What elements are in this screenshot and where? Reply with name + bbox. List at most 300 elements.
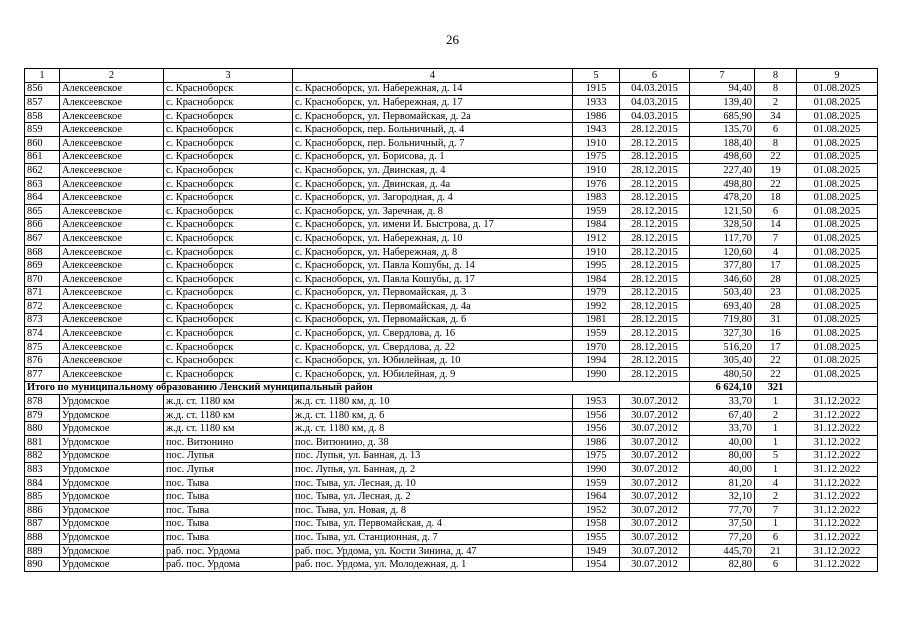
settlement-cell: раб. пос. Урдома [164,544,293,558]
recognition-date-cell: 28.12.2015 [620,204,690,218]
area-cell: 139,40 [690,96,755,110]
residents-cell: 28 [755,300,797,314]
row-number-cell: 887 [25,517,60,531]
area-cell: 33,70 [690,395,755,409]
table-row [25,123,878,137]
address-cell: с. Красноборск, ул. Первомайская, д. 4а [293,300,573,314]
area-cell: 346,60 [690,272,755,286]
year-built-cell: 1979 [573,286,620,300]
table-row [25,191,878,205]
row-number-cell: 880 [25,422,60,436]
row-number-cell: 859 [25,123,60,137]
area-cell: 188,40 [690,136,755,150]
area-cell: 94,40 [690,82,755,96]
planned-date-cell: 01.08.2025 [797,232,878,246]
address-cell: с. Красноборск, ул. Первомайская, д. 3 [293,286,573,300]
table-row [25,272,878,286]
planned-date-cell: 01.08.2025 [797,191,878,205]
year-built-cell: 1949 [573,544,620,558]
row-number-cell: 860 [25,136,60,150]
table-row [25,408,878,422]
settlement-cell: с. Красноборск [164,259,293,273]
address-cell: с. Красноборск, ул. Двинская, д. 4 [293,164,573,178]
year-built-cell: 1910 [573,164,620,178]
planned-date-cell: 01.08.2025 [797,204,878,218]
recognition-date-cell: 28.12.2015 [620,354,690,368]
residents-cell: 17 [755,259,797,273]
year-built-cell: 1959 [573,204,620,218]
recognition-date-cell: 28.12.2015 [620,232,690,246]
year-built-cell: 1986 [573,436,620,450]
row-number-cell: 878 [25,395,60,409]
total-area: 6 624,10 [690,381,755,395]
year-built-cell: 1995 [573,259,620,273]
address-cell: с. Красноборск, ул. Юбилейная, д. 10 [293,354,573,368]
table-row [25,558,878,572]
table-row [25,96,878,110]
row-number-cell: 864 [25,191,60,205]
residents-cell: 22 [755,368,797,382]
recognition-date-cell: 28.12.2015 [620,286,690,300]
residents-cell: 34 [755,109,797,123]
area-cell: 81,20 [690,476,755,490]
planned-date-cell: 31.12.2022 [797,544,878,558]
residents-cell: 17 [755,340,797,354]
residents-cell: 2 [755,490,797,504]
planned-date-cell: 31.12.2022 [797,490,878,504]
recognition-date-cell: 28.12.2015 [620,245,690,259]
year-built-cell: 1964 [573,490,620,504]
address-cell: пос. Тыва, ул. Лесная, д. 2 [293,490,573,504]
residents-cell: 23 [755,286,797,300]
municipality-cell: Алексеевское [60,272,164,286]
address-cell: пос. Витюнино, д. 38 [293,436,573,450]
recognition-date-cell: 30.07.2012 [620,531,690,545]
settlement-cell: с. Красноборск [164,232,293,246]
residents-cell: 7 [755,504,797,518]
year-built-cell: 1953 [573,395,620,409]
address-cell: с. Красноборск, ул. Заречная, д. 8 [293,204,573,218]
recognition-date-cell: 28.12.2015 [620,368,690,382]
recognition-date-cell: 30.07.2012 [620,558,690,572]
residents-cell: 1 [755,436,797,450]
area-cell: 77,70 [690,504,755,518]
table-row [25,504,878,518]
row-number-cell: 866 [25,218,60,232]
area-cell: 480,50 [690,368,755,382]
year-built-cell: 1981 [573,313,620,327]
residents-cell: 4 [755,245,797,259]
table-row [25,82,878,96]
total-residents: 321 [755,381,797,395]
settlement-cell: с. Красноборск [164,177,293,191]
area-cell: 503,40 [690,286,755,300]
planned-date-cell: 01.08.2025 [797,327,878,341]
column-number-row [25,69,878,83]
municipality-cell: Алексеевское [60,327,164,341]
settlement-cell: пос. Тыва [164,476,293,490]
planned-date-cell: 01.08.2025 [797,150,878,164]
municipality-cell: Урдомское [60,490,164,504]
address-cell: с. Красноборск, ул. Борисова, д. 1 [293,150,573,164]
year-built-cell: 1986 [573,109,620,123]
residents-cell: 21 [755,544,797,558]
row-number-cell: 873 [25,313,60,327]
year-built-cell: 1933 [573,96,620,110]
row-number-cell: 889 [25,544,60,558]
settlement-cell: с. Красноборск [164,245,293,259]
row-number-cell: 871 [25,286,60,300]
address-cell: пос. Лупья, ул. Банная, д. 2 [293,463,573,477]
recognition-date-cell: 28.12.2015 [620,136,690,150]
residents-cell: 19 [755,164,797,178]
table-row [25,286,878,300]
planned-date-cell: 31.12.2022 [797,463,878,477]
area-cell: 33,70 [690,422,755,436]
row-number-cell: 881 [25,436,60,450]
row-number-cell: 884 [25,476,60,490]
area-cell: 82,80 [690,558,755,572]
address-cell: пос. Тыва, ул. Станционная, д. 7 [293,531,573,545]
row-number-cell: 869 [25,259,60,273]
recognition-date-cell: 28.12.2015 [620,272,690,286]
recognition-date-cell: 28.12.2015 [620,191,690,205]
table-row [25,300,878,314]
municipality-cell: Урдомское [60,476,164,490]
municipality-cell: Урдомское [60,422,164,436]
address-cell: с. Красноборск, ул. Павла Кошубы, д. 14 [293,259,573,273]
residents-cell: 6 [755,123,797,137]
area-cell: 32,10 [690,490,755,504]
settlement-cell: пос. Лупья [164,449,293,463]
total-row [25,381,878,395]
table-row [25,218,878,232]
settlement-cell: с. Красноборск [164,82,293,96]
year-built-cell: 1910 [573,136,620,150]
row-number-cell: 882 [25,449,60,463]
year-built-cell: 1956 [573,422,620,436]
planned-date-cell: 01.08.2025 [797,259,878,273]
municipality-cell: Алексеевское [60,232,164,246]
area-cell: 120,60 [690,245,755,259]
address-cell: с. Красноборск, ул. Набережная, д. 17 [293,96,573,110]
planned-date-cell: 01.08.2025 [797,354,878,368]
municipality-cell: Алексеевское [60,123,164,137]
settlement-cell: с. Красноборск [164,354,293,368]
municipality-cell: Урдомское [60,544,164,558]
row-number-cell: 890 [25,558,60,572]
table-row [25,340,878,354]
table-row [25,232,878,246]
area-cell: 719,80 [690,313,755,327]
planned-date-cell: 31.12.2022 [797,449,878,463]
area-cell: 117,70 [690,232,755,246]
settlement-cell: с. Красноборск [164,218,293,232]
page-number: 26 [446,32,459,47]
planned-date-cell: 01.08.2025 [797,82,878,96]
settlement-cell: пос. Тыва [164,504,293,518]
address-cell: ж.д. ст. 1180 км, д. 8 [293,422,573,436]
row-number-cell: 870 [25,272,60,286]
municipality-cell: Алексеевское [60,245,164,259]
year-built-cell: 1956 [573,408,620,422]
residents-cell: 8 [755,136,797,150]
settlement-cell: ж.д. ст. 1180 км [164,395,293,409]
planned-date-cell: 01.08.2025 [797,313,878,327]
settlement-cell: пос. Витюнино [164,436,293,450]
year-built-cell: 1990 [573,368,620,382]
municipality-cell: Урдомское [60,558,164,572]
address-cell: ж.д. ст. 1180 км, д. 6 [293,408,573,422]
settlement-cell: с. Красноборск [164,136,293,150]
planned-date-cell: 01.08.2025 [797,177,878,191]
recognition-date-cell: 28.12.2015 [620,327,690,341]
area-cell: 498,60 [690,150,755,164]
residents-cell: 28 [755,272,797,286]
municipality-cell: Алексеевское [60,313,164,327]
settlement-cell: с. Красноборск [164,164,293,178]
recognition-date-cell: 30.07.2012 [620,436,690,450]
row-number-cell: 874 [25,327,60,341]
table-row [25,136,878,150]
planned-date-cell: 01.08.2025 [797,245,878,259]
address-cell: с. Красноборск, ул. Павла Кошубы, д. 17 [293,272,573,286]
residents-cell: 1 [755,517,797,531]
settlement-cell: с. Красноборск [164,300,293,314]
settlement-cell: с. Красноборск [164,313,293,327]
year-built-cell: 1984 [573,218,620,232]
residents-cell: 16 [755,327,797,341]
settlement-cell: ж.д. ст. 1180 км [164,408,293,422]
settlement-cell: ж.д. ст. 1180 км [164,422,293,436]
planned-date-cell: 31.12.2022 [797,436,878,450]
column-header: 5 [573,69,620,83]
municipality-cell: Алексеевское [60,109,164,123]
planned-date-cell: 31.12.2022 [797,504,878,518]
table-row [25,327,878,341]
housing-registry-table [24,68,878,572]
year-built-cell: 1954 [573,558,620,572]
year-built-cell: 1958 [573,517,620,531]
settlement-cell: с. Красноборск [164,368,293,382]
table-row [25,150,878,164]
year-built-cell: 1975 [573,449,620,463]
column-header: 8 [755,69,797,83]
table-row [25,354,878,368]
recognition-date-cell: 30.07.2012 [620,422,690,436]
residents-cell: 5 [755,449,797,463]
row-number-cell: 872 [25,300,60,314]
recognition-date-cell: 30.07.2012 [620,408,690,422]
municipality-cell: Алексеевское [60,164,164,178]
year-built-cell: 1992 [573,300,620,314]
planned-date-cell: 01.08.2025 [797,272,878,286]
municipality-cell: Алексеевское [60,286,164,300]
recognition-date-cell: 30.07.2012 [620,395,690,409]
table-row [25,436,878,450]
column-header: 2 [60,69,164,83]
recognition-date-cell: 04.03.2015 [620,96,690,110]
table-row [25,463,878,477]
recognition-date-cell: 30.07.2012 [620,449,690,463]
planned-date-cell: 01.08.2025 [797,136,878,150]
address-cell: раб. пос. Урдома, ул. Кости Зинина, д. 47 [293,544,573,558]
residents-cell: 6 [755,531,797,545]
address-cell: пос. Лупья, ул. Банная, д. 13 [293,449,573,463]
municipality-cell: Урдомское [60,408,164,422]
planned-date-cell: 31.12.2022 [797,395,878,409]
planned-date-cell: 01.08.2025 [797,286,878,300]
area-cell: 37,50 [690,517,755,531]
year-built-cell: 1990 [573,463,620,477]
residents-cell: 14 [755,218,797,232]
address-cell: с. Красноборск, ул. Первомайская, д. 2а [293,109,573,123]
recognition-date-cell: 28.12.2015 [620,218,690,232]
area-cell: 327,30 [690,327,755,341]
municipality-cell: Алексеевское [60,82,164,96]
residents-cell: 22 [755,177,797,191]
recognition-date-cell: 30.07.2012 [620,504,690,518]
municipality-cell: Алексеевское [60,191,164,205]
table-row [25,490,878,504]
address-cell: с. Красноборск, пер. Больничный, д. 7 [293,136,573,150]
year-built-cell: 1976 [573,177,620,191]
settlement-cell: с. Красноборск [164,150,293,164]
residents-cell: 2 [755,96,797,110]
row-number-cell: 875 [25,340,60,354]
municipality-cell: Алексеевское [60,340,164,354]
planned-date-cell: 31.12.2022 [797,476,878,490]
municipality-cell: Алексеевское [60,354,164,368]
municipality-cell: Урдомское [60,463,164,477]
year-built-cell: 1970 [573,340,620,354]
row-number-cell: 861 [25,150,60,164]
planned-date-cell: 31.12.2022 [797,408,878,422]
address-cell: с. Красноборск, ул. Набережная, д. 8 [293,245,573,259]
residents-cell: 22 [755,354,797,368]
table-row [25,177,878,191]
area-cell: 121,50 [690,204,755,218]
row-number-cell: 856 [25,82,60,96]
table-row [25,164,878,178]
area-cell: 40,00 [690,436,755,450]
column-header: 7 [690,69,755,83]
address-cell: с. Красноборск, ул. Юбилейная, д. 9 [293,368,573,382]
area-cell: 478,20 [690,191,755,205]
municipality-cell: Урдомское [60,517,164,531]
recognition-date-cell: 30.07.2012 [620,490,690,504]
area-cell: 516,20 [690,340,755,354]
recognition-date-cell: 28.12.2015 [620,300,690,314]
row-number-cell: 883 [25,463,60,477]
table-row [25,476,878,490]
table-body [25,69,878,572]
residents-cell: 22 [755,150,797,164]
row-number-cell: 868 [25,245,60,259]
area-cell: 377,80 [690,259,755,273]
municipality-cell: Алексеевское [60,218,164,232]
area-cell: 80,00 [690,449,755,463]
row-number-cell: 879 [25,408,60,422]
table-row [25,422,878,436]
recognition-date-cell: 30.07.2012 [620,476,690,490]
recognition-date-cell: 30.07.2012 [620,544,690,558]
row-number-cell: 867 [25,232,60,246]
address-cell: с. Красноборск, пер. Больничный, д. 4 [293,123,573,137]
area-cell: 67,40 [690,408,755,422]
year-built-cell: 1994 [573,354,620,368]
municipality-cell: Алексеевское [60,300,164,314]
row-number-cell: 863 [25,177,60,191]
municipality-cell: Алексеевское [60,204,164,218]
address-cell: раб. пос. Урдома, ул. Молодежная, д. 1 [293,558,573,572]
column-header: 4 [293,69,573,83]
address-cell: пос. Тыва, ул. Новая, д. 8 [293,504,573,518]
area-cell: 328,50 [690,218,755,232]
residents-cell: 31 [755,313,797,327]
address-cell: с. Красноборск, ул. Двинская, д. 4а [293,177,573,191]
residents-cell: 6 [755,204,797,218]
settlement-cell: с. Красноборск [164,191,293,205]
settlement-cell: с. Красноборск [164,96,293,110]
municipality-cell: Алексеевское [60,150,164,164]
municipality-cell: Урдомское [60,504,164,518]
recognition-date-cell: 04.03.2015 [620,82,690,96]
year-built-cell: 1912 [573,232,620,246]
area-cell: 227,40 [690,164,755,178]
year-built-cell: 1983 [573,191,620,205]
settlement-cell: с. Красноборск [164,327,293,341]
residents-cell: 18 [755,191,797,205]
column-header: 3 [164,69,293,83]
planned-date-cell: 01.08.2025 [797,340,878,354]
area-cell: 685,90 [690,109,755,123]
planned-date-cell: 01.08.2025 [797,123,878,137]
year-built-cell: 1955 [573,531,620,545]
municipality-cell: Алексеевское [60,368,164,382]
table-row [25,368,878,382]
recognition-date-cell: 28.12.2015 [620,340,690,354]
address-cell: с. Красноборск, ул. Загородная, д. 4 [293,191,573,205]
table-row [25,531,878,545]
recognition-date-cell: 04.03.2015 [620,109,690,123]
recognition-date-cell: 30.07.2012 [620,517,690,531]
residents-cell: 4 [755,476,797,490]
settlement-cell: с. Красноборск [164,340,293,354]
recognition-date-cell: 28.12.2015 [620,164,690,178]
column-header: 6 [620,69,690,83]
area-cell: 135,70 [690,123,755,137]
address-cell: с. Красноборск, ул. Набережная, д. 10 [293,232,573,246]
recognition-date-cell: 28.12.2015 [620,123,690,137]
address-cell: пос. Тыва, ул. Лесная, д. 10 [293,476,573,490]
municipality-cell: Алексеевское [60,136,164,150]
row-number-cell: 885 [25,490,60,504]
municipality-cell: Урдомское [60,395,164,409]
residents-cell: 1 [755,395,797,409]
area-cell: 445,70 [690,544,755,558]
planned-date-cell: 01.08.2025 [797,96,878,110]
recognition-date-cell: 28.12.2015 [620,259,690,273]
address-cell: с. Красноборск, ул. имени И. Быстрова, д. 17 [293,218,573,232]
table-row [25,517,878,531]
residents-cell: 8 [755,82,797,96]
municipality-cell: Урдомское [60,449,164,463]
settlement-cell: с. Красноборск [164,286,293,300]
planned-date-cell: 01.08.2025 [797,368,878,382]
table-row [25,449,878,463]
table-row [25,109,878,123]
